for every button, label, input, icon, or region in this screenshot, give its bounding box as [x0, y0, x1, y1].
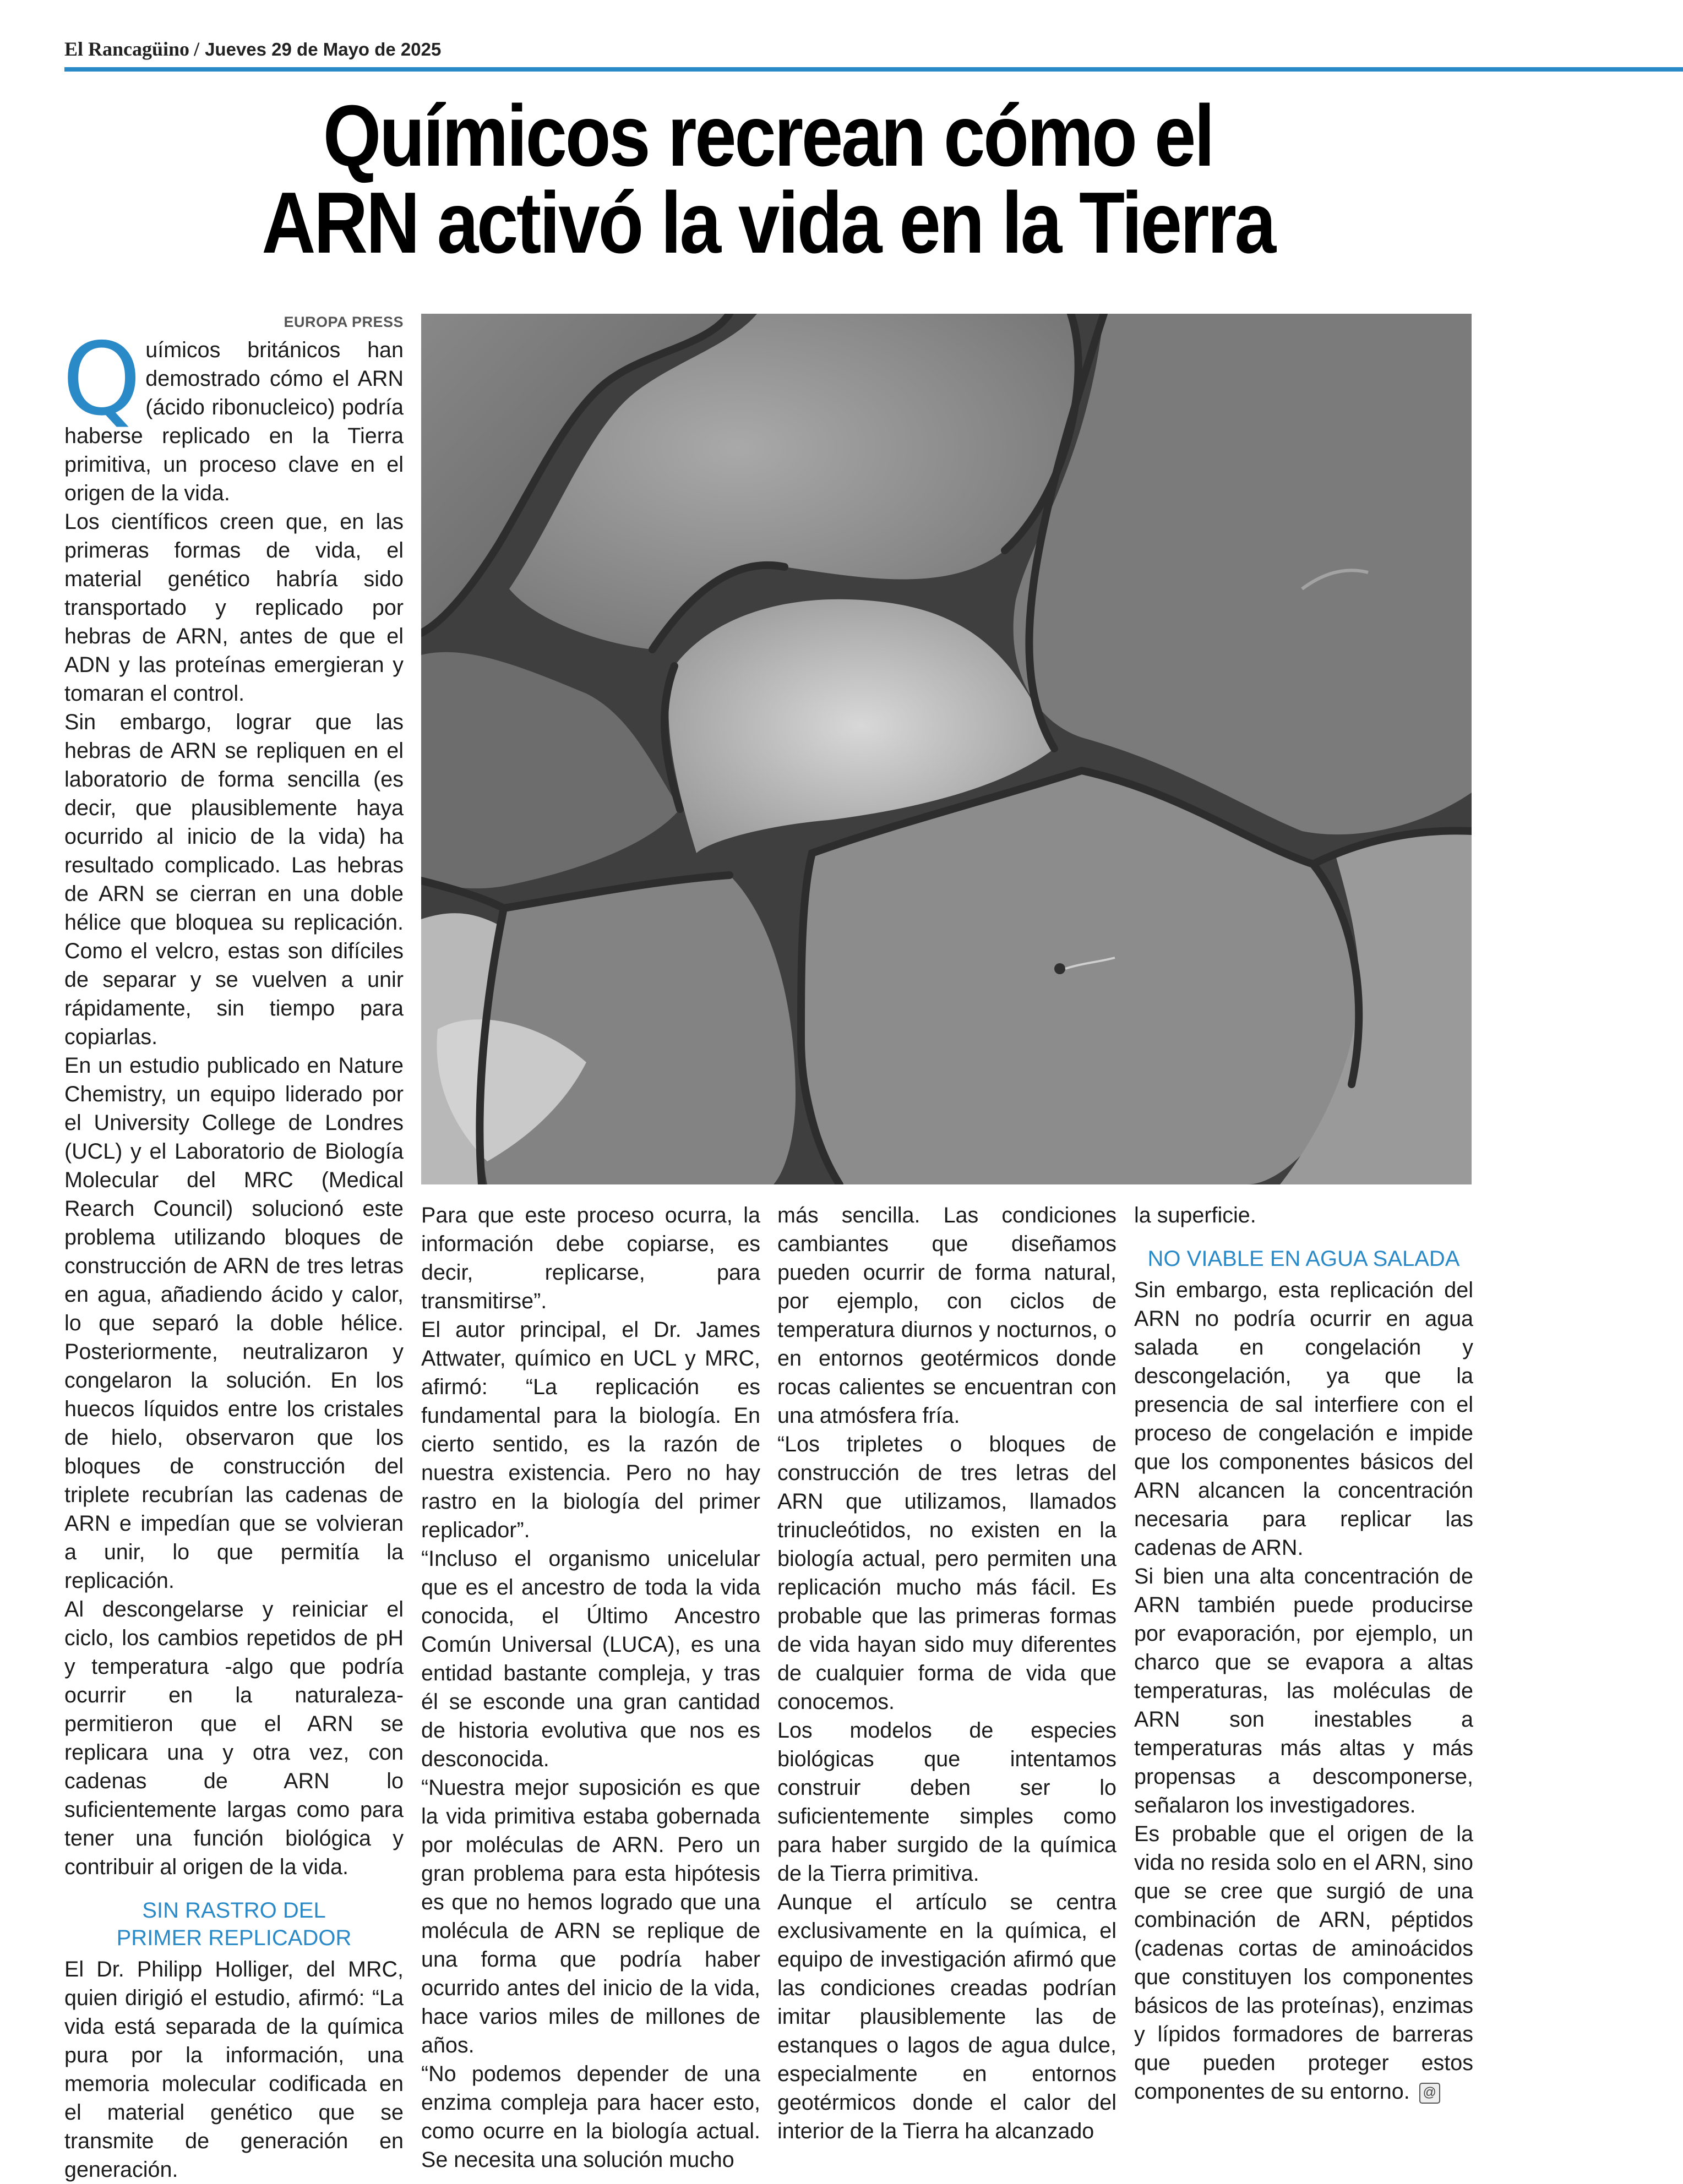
- paragraph: Los modelos de especies biológicas que intentamos construir deben ser lo suficientemente simples como para haber surgido de la química de la Tierra primitiva.: [777, 1718, 1116, 1886]
- byline-credit: EUROPA PRESS: [284, 314, 404, 330]
- paragraph: Sin embargo, lograr que las hebras de ARN se repliquen en el laboratorio de forma sencilla (es decir, que plausiblemente haya ocurrido al inicio de la vida) ha resultado complicado. Las hebras de ARN se cierran en una doble hélice que bloquea su replicación. Como el velcro, estas son difíciles de separar y se vuelven a unir rápidamente, sin tiempo para copiarlas.: [64, 710, 404, 1049]
- header-separator: /: [194, 38, 200, 60]
- paragraph: Aunque el artículo se centra exclusivamente en la química, el equipo de investigación afirmó que las condiciones creadas podrían imitar plausiblemente las de estanques o lagos de agua dulce, especialmente en entornos geotérmicos donde el calor del interior de la Tierra ha alcanzado: [777, 1890, 1116, 2143]
- microscope-photo: [421, 314, 1472, 1184]
- paragraph: la superficie.: [1134, 1203, 1256, 1227]
- paragraph: Al descongelarse y reiniciar el ciclo, los cambios repetidos de pH y temperatura -algo que podría ocurrir en la naturaleza- permitieron que el ARN se replicara una y otra vez, con cadenas de ARN lo suficientemente largas como para tener una función biológica y contribuir al origen de la vida.: [64, 1597, 404, 1879]
- headline: [202, 88, 1333, 271]
- paragraph-text: uímicos británicos han demostrado cómo el ARN (ácido ribonucleico) podría haberse replicado en la Tierra primitiva, un proceso clave en el origen de la vida.: [64, 338, 404, 505]
- subhead-line-2: PRIMER REPLICADOR: [116, 1926, 352, 1950]
- paragraph: El autor principal, el Dr. James Attwater, químico en UCL y MRC, afirmó: “La replicación es fundamental para la biología. En cierto sentido, es la razón de nuestra existencia. Pero no hay rastro en la biología del primer replicador”.: [421, 1318, 760, 1542]
- page-header: [64, 34, 1683, 72]
- paragraph: Los científicos creen que, en las primeras formas de vida, el material genético habría sido transportado y replicado por hebras de ARN, antes de que el ADN y las proteínas emergieran y tomaran el control.: [64, 510, 404, 706]
- dropcap: Q: [62, 321, 141, 438]
- article-column-4: [1134, 1201, 1473, 2114]
- headline-line-2: ARN activó la vida en la Tierra: [262, 174, 1274, 271]
- paragraph: “Los tripletes o bloques de construcción de tres letras del ARN que utilizamos, llamados trinucleótidos, no existen en la biología actual, pero permiten una replicación mucho más fácil. Es probable que las primeras formas de vida hayan sido muy diferentes de cualquier forma de vida que conocemos.: [777, 1432, 1116, 1714]
- microscope-photo-icon: [421, 314, 1472, 1184]
- paragraph: “Incluso el organismo unicelular que es el ancestro de toda la vida conocida, el Último Ancestro Común Universal (LUCA), es una entidad bastante compleja, y tras él se esconde una gran cantidad de historia evolutiva que nos es desconocida.: [421, 1547, 760, 1771]
- paragraph: El Dr. Philipp Holliger, del MRC, quien dirigió el estudio, afirmó: “La vida está separada de la química pura por la información, una memoria molecular codificada en el material genético que se transmite de generación en generación.: [64, 1957, 404, 2182]
- header-line: [64, 37, 441, 61]
- paragraph: “Nuestra mejor suposición es que la vida primitiva estaba gobernada por moléculas de ARN. Pero un gran problema para esta hipótesis es que no hemos logrado que una molécula de ARN se replique de una forma que podría haber ocurrido antes del inicio de la vida, hace varios miles de millones de años.: [421, 1776, 760, 2057]
- end-mark-icon: @: [1419, 2083, 1440, 2104]
- subhead-sin-rastro: [64, 1897, 404, 1952]
- subhead-no-viable: NO VIABLE EN AGUA SALADA: [1147, 1247, 1460, 1271]
- paragraph: más sencilla. Las condiciones cambiantes que diseñamos pueden ocurrir de forma natural, por ejemplo, con ciclos de temperatura diurnos y nocturnos, o en entornos geotérmicos donde rocas calientes se encuentran con una atmósfera fría.: [777, 1203, 1116, 1428]
- publication-name: El Rancagüino: [64, 38, 190, 60]
- publication-date: Jueves 29 de Mayo de 2025: [205, 39, 442, 59]
- paragraph: En un estudio publicado en Nature Chemistry, un equipo liderado por el University College de Londres (UCL) y el Laboratorio de Biología Molecular del MRC (Medical Rearch Council) solucionó este problema utilizando bloques de construcción de ARN de tres letras en agua, añadiendo ácido y calor, lo que separó la doble hélice. Posteriormente, neutralizaron y congelaron la solución. En los huecos líquidos entre los cristales de hielo, observaron que los bloques de construcción del triplete recubrían las cadenas de ARN e impedían que se volvieran a unir, lo que permitía la replicación.: [64, 1053, 404, 1593]
- paragraph: Sin embargo, esta replicación del ARN no podría ocurrir en agua salada en congelación y descongelación, ya que la presencia de sal interfiere con el proceso de congelación e impide que los componentes básicos del ARN alcancen la concentración necesaria para replicar las cadenas de ARN.: [1134, 1278, 1473, 1560]
- subhead-line-1: SIN RASTRO DEL: [142, 1898, 326, 1923]
- paragraph-text: Es probable que el origen de la vida no resida solo en el ARN, sino que se cree que surgió de una combinación de ARN, péptidos (cadenas cortas de aminoácidos que constituyen los componentes básicos de las proteínas), enzimas y lípidos formadores de barreras que pueden proteger estos componentes de su entorno.: [1134, 1822, 1473, 2104]
- article-column-3: [777, 1201, 1116, 2143]
- paragraph: “No podemos depender de una enzima compleja para hacer esto, como ocurre en la biología actual. Se necesita una solución mucho: [421, 2062, 760, 2172]
- paragraph: Si bien una alta concentración de ARN también puede producirse por evaporación, por ejemplo, un charco que se evapora a altas temperaturas, las moléculas de ARN son inestables a temperaturas más altas y más propensas a descomponerse, señalaron los investigadores.: [1134, 1564, 1473, 1817]
- paragraph-final: [1134, 1820, 1473, 2106]
- paragraph: Para que este proceso ocurra, la información debe copiarse, es decir, replicarse, para transmitirse”.: [421, 1203, 760, 1313]
- article-column-2: [421, 1201, 760, 2172]
- headline-line-1: Químicos recrean cómo el: [323, 88, 1213, 184]
